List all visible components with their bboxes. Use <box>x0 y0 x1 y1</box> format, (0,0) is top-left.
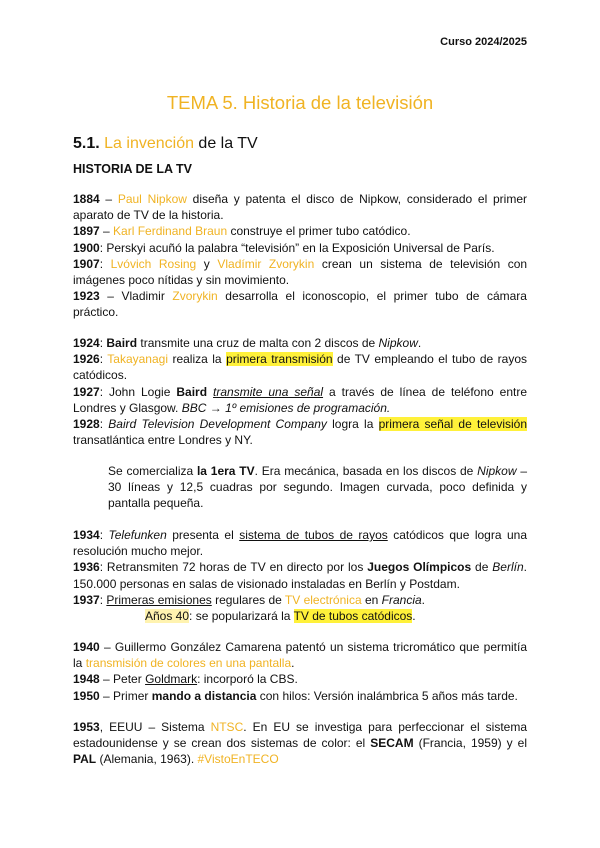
underline-sistema: sistema de tubos de rayos <box>239 528 388 542</box>
text-1: Se comercializa <box>108 464 197 478</box>
year-1897: 1897 <box>73 224 100 239</box>
underline-transmite: transmite una señal <box>213 384 324 399</box>
commercial-tv-paragraph <box>108 463 527 512</box>
text-1928b: transatlántica entre Londres y NY. <box>73 433 253 448</box>
text-40: : se popularizará la <box>189 609 294 624</box>
text-1953b: . En EU se investiga para perfeccionar el sistema estadounidense y se crean dos sistemas de color: el <box>73 720 528 751</box>
text-1934b: catódicos que logra una resolución mucho mejor. <box>73 528 527 559</box>
text-1936a: : Retransmiten 72 horas de TV en directo por los <box>99 560 368 575</box>
text-1950a: – Primer <box>99 688 152 703</box>
subheading: HISTORIA DE LA TV <box>73 162 192 176</box>
year-1923: 1923 <box>73 289 100 304</box>
text-1953c: (Francia, 1959) y el <box>413 736 527 751</box>
year-1940: 1940 <box>73 640 100 654</box>
text-2: . Era mecánica, basada en los discos de <box>254 464 478 478</box>
conj: y <box>196 256 218 271</box>
bold-1era-tv: la 1era TV <box>196 464 255 478</box>
year-1926: 1926 <box>73 352 100 367</box>
name-telefunken: Telefunken <box>108 528 167 542</box>
year-1928: 1928 <box>73 417 100 432</box>
year-1950: 1950 <box>73 688 100 703</box>
dash: – <box>99 192 118 206</box>
text-1953d: (Alemania, 1963). <box>96 752 198 767</box>
page-title: TEMA 5. Historia de la televisión <box>166 92 434 113</box>
orange-tv-electronica: TV electrónica <box>284 592 362 607</box>
underline-goldmark: Goldmark <box>145 672 198 687</box>
text-1897: construye el primer tubo catódico. <box>227 224 411 239</box>
year-1924: 1924 <box>73 336 100 350</box>
text-1937a: regulares de <box>211 592 285 607</box>
name-zvorykin-2: Zvorykin <box>172 289 218 304</box>
orange-colores: transmisión de colores en una pantalla <box>85 656 292 671</box>
section-highlight: La invención <box>104 135 194 152</box>
timeline-block-2: 1924: Baird transmite una cruz de malta con 2 discos de Nipkow. 1926: Takayanagi realiza la primera transmisión de TV empleando el tubo de rayos catódicos. 1927: John Logie Baird transmite una señal a través de línea de teléfono entre Londres y Glasgow. BBC → 1º emisiones de programación. 1928: Baird Television Development Company logra la primera señal de televisión transatlántica entre Londres y NY. <box>73 336 528 448</box>
orange-ntsc: NTSC <box>210 720 244 734</box>
text-1937c: . <box>421 592 425 607</box>
timeline-block-4: 1934: Telefunken presenta el sistema de tubos de rayos catódicos que logra una resolución mucho mejor. 1936: Retransmiten 72 horas de TV en directo por los Juegos Olímpicos de Berlín. 150.000 personas en salas de visionado instaladas en Berlín y Postdam. 1937: Primeras emisiones regulares de TV electrónica en Francia. Años 40: se popularizará la TV de tubos catódicos. <box>73 528 527 624</box>
text-1948a: – Peter <box>99 672 146 687</box>
text-1926a: realiza la <box>168 352 227 367</box>
text-1923b: desarrolla el iconoscopio, el primer tubo de cámara práctico. <box>73 289 527 320</box>
bold-secam: SECAM <box>370 736 414 751</box>
year-1907: 1907 <box>73 256 100 271</box>
section-rest: de la TV <box>193 135 258 152</box>
name-baird-2: Baird <box>176 384 208 399</box>
year-1934: 1934 <box>73 528 100 542</box>
year-1900: 1900 <box>73 240 100 255</box>
timeline-block-6 <box>73 719 527 768</box>
timeline-block-5 <box>73 639 527 704</box>
year-1948: 1948 <box>73 672 100 687</box>
italic-francia: Francia <box>381 592 422 607</box>
section-heading <box>73 135 258 153</box>
text-1928a: logra la <box>326 417 379 432</box>
text-1927a: : John Logie <box>99 384 177 399</box>
name-rosing: Lvóvich Rosing <box>110 256 197 271</box>
dash: – <box>99 224 114 239</box>
name-baird: Baird <box>106 336 138 350</box>
text-1927b: a través de línea de teléfono entre Londres y Glasgow. <box>73 384 528 415</box>
text-bbc: BBC → 1º emisiones de programación. <box>181 400 391 415</box>
text-3: – 30 líneas y 12,5 cuadras por segundo. Imagen curvada, poco definida y pantalla pequeña. <box>108 464 527 511</box>
text-1907: crean un sistema de televisión con imágenes poco nítidas y sin movimiento. <box>73 256 528 288</box>
name-zvorykin: Vladímir Zvorykin <box>217 256 315 271</box>
text-1940b: . <box>291 656 295 671</box>
name-nipkow-italic-2: Nipkow <box>477 464 517 478</box>
text-1926b: de TV empleando el tubo de rayos catódicos. <box>73 352 527 383</box>
text-1924: transmite una cruz de malta con 2 discos de <box>137 336 379 350</box>
highlight-tv-tubos: TV de tubos catódicos <box>293 609 413 624</box>
bold-pal: PAL <box>73 752 97 767</box>
year-1927: 1927 <box>73 384 100 399</box>
name-takayanagi: Takayanagi <box>107 352 168 367</box>
italic-berlin: Berlín <box>492 560 524 575</box>
year-1884: 1884 <box>73 192 100 206</box>
text-1937b: en <box>361 592 382 607</box>
timeline-block-1 <box>73 191 527 321</box>
text-1940: – Guillermo González Camarena patentó un sistema tricromático que permitía la <box>73 640 527 671</box>
name-braun: Karl Ferdinand Braun <box>113 224 228 239</box>
year-1937: 1937 <box>73 592 100 607</box>
text-1900: : Perskyi acuñó la palabra “televisión” en la Exposición Universal de París. <box>99 240 495 255</box>
text-1950b: con hilos: Versión inalámbrica 5 años más tarde. <box>256 688 518 703</box>
hashtag-link[interactable]: #VistoEnTECO <box>197 752 279 767</box>
underline-primeras: Primeras emisiones <box>106 592 212 607</box>
year-1953: 1953 <box>73 720 100 734</box>
text-1953a: , EEUU – Sistema <box>99 720 211 734</box>
year-1936: 1936 <box>73 560 100 575</box>
highlight-primera-transmision: primera transmisión <box>226 352 333 367</box>
name-baird-company: Baird Television Development Company <box>108 417 327 432</box>
highlight-primera-senal: primera señal de televisión <box>378 417 528 432</box>
bold-juegos: Juegos Olímpicos <box>367 560 472 575</box>
bold-mando: mando a distancia <box>151 688 257 703</box>
text-1884: diseña y patenta el disco de Nipkow, considerado el primer aparato de TV de la historia. <box>73 192 527 223</box>
text-1936b: de <box>471 560 493 575</box>
colon: : <box>99 256 111 271</box>
name-nipkow-italic: Nipkow <box>378 336 418 350</box>
text-40b: . <box>412 609 416 624</box>
text-1923a: – Vladimir <box>99 289 173 304</box>
section-number: 5.1. <box>73 135 100 152</box>
highlight-anos-40: Años 40 <box>145 609 190 624</box>
text-1948b: : incorporó la CBS. <box>197 672 298 687</box>
course-label: Curso 2024/2025 <box>440 36 527 48</box>
name-nipkow: Paul Nipkow <box>117 192 187 206</box>
text-1936c: . 150.000 personas en salas de visionado instaladas en Berlín y Postdam. <box>73 560 527 591</box>
text-1934a: presenta el <box>166 528 240 542</box>
